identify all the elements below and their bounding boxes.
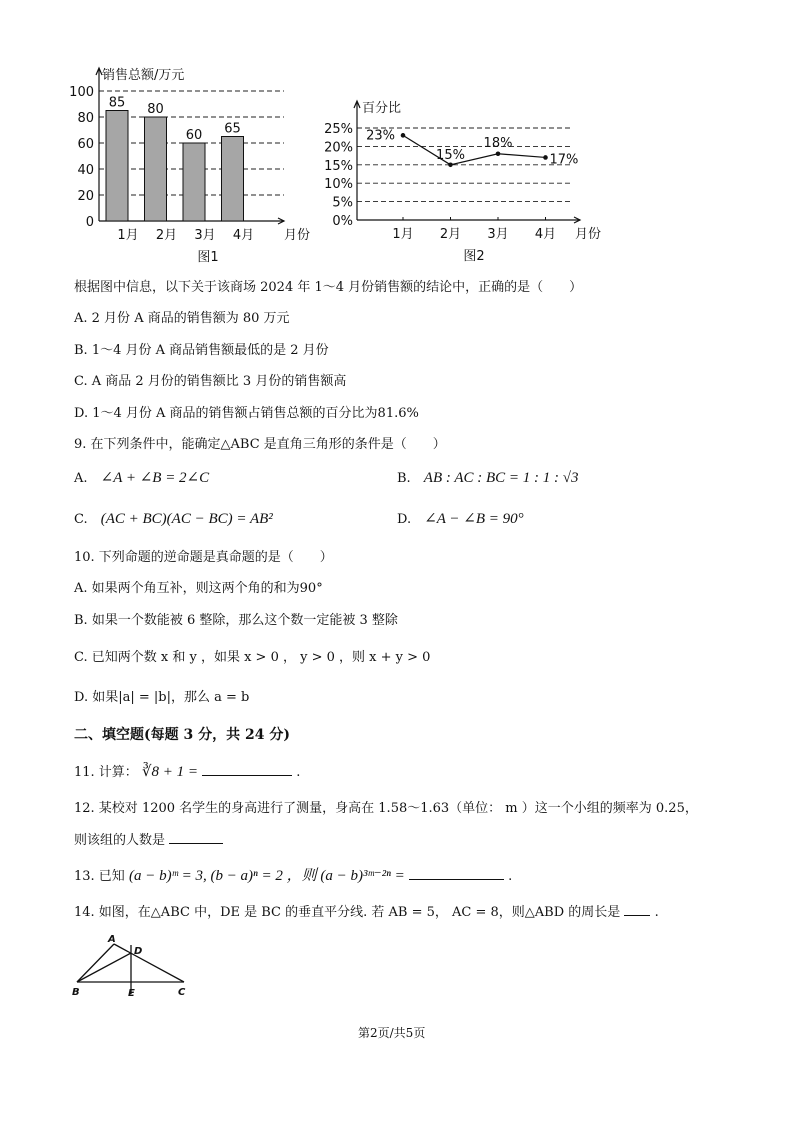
bar-xtick-label: 1月 xyxy=(117,228,139,243)
q12-answer-blank xyxy=(169,831,223,844)
q13-prefix: 13. 已知 xyxy=(74,869,125,884)
q10-option-b: B. 如果一个数能被 6 整除，那么这个数一定能被 3 整除 xyxy=(74,613,398,628)
point-d-label: D xyxy=(134,946,143,957)
q10-option-a: A. 如果两个角互补，则这两个角的和为90° xyxy=(74,581,323,596)
q14-suffix: . xyxy=(654,905,659,920)
q11 xyxy=(74,761,300,781)
point-e-label: E xyxy=(128,988,135,999)
q13-suffix: . xyxy=(508,869,513,884)
line-xtick-label: 2月 xyxy=(439,227,462,242)
q12-line1: 12. 某校对 1200 名学生的身高进行了测量，身高在 1.58～1.63（单位： m ）这一个小组的频率为 0.25， xyxy=(74,801,698,816)
line-data-label: 18% xyxy=(483,135,513,151)
q13-math: (a − b)ᵐ = 3, (b − a)ⁿ = 2 ，则 (a − b)³ᵐ⁻²ⁿ = xyxy=(128,868,405,884)
page-footer: 第2页/共5页 xyxy=(358,1026,426,1040)
q9-option-d-math: ∠A − ∠B = 90° xyxy=(424,511,524,527)
line-data-label: 17% xyxy=(549,152,579,168)
vertex-b-label: B xyxy=(72,987,80,998)
bar-ytick-label: 80 xyxy=(77,111,94,126)
bar-data-label: 85 xyxy=(108,95,126,111)
bar-x-axis-title: 月份 xyxy=(284,228,311,243)
q9-option-c-math: (AC + BC)(AC − BC) = AB² xyxy=(100,511,273,527)
q11-math: ∛8 + 1 = xyxy=(141,764,199,780)
bar-data-label: 65 xyxy=(224,121,241,137)
line-ytick-label: 0% xyxy=(332,214,353,229)
bar xyxy=(222,137,244,222)
bar-chart-figure1 xyxy=(66,58,326,268)
q10-stem: 10. 下列命题的逆命题是真命题的是（ ） xyxy=(74,550,333,565)
segment-bd xyxy=(77,953,131,982)
line-ytick-label: 15% xyxy=(324,158,353,174)
line-point xyxy=(496,151,501,156)
q13-answer-blank xyxy=(409,867,504,880)
segment-ac xyxy=(114,944,184,982)
segment-ab xyxy=(77,944,114,982)
q9-option-b-math: AB : AC : BC = 1 : 1 : √3 xyxy=(423,470,579,486)
line-point xyxy=(448,163,453,168)
line-y-axis-title: 百分比 xyxy=(362,101,402,116)
q14-answer-blank xyxy=(624,903,650,916)
q10-option-c: C. 已知两个数 x 和 y ，如果 x > 0 ， y > 0 ，则 x + y > 0 xyxy=(74,650,431,665)
line-series xyxy=(403,135,546,164)
bar-ytick-label: 40 xyxy=(77,163,94,178)
line-ytick-label: 5% xyxy=(332,195,353,211)
line-ytick-label: 20% xyxy=(324,140,353,156)
q10-option-d: D. 如果|a| = |b|，那么 a = b xyxy=(74,690,250,705)
line-xtick-label: 3月 xyxy=(487,227,509,242)
bar xyxy=(106,111,128,222)
section-heading: 二、填空题(每题 3 分，共 24 分) xyxy=(74,727,290,743)
q9-option-c xyxy=(74,508,273,528)
bar-xtick-label: 3月 xyxy=(194,228,216,243)
bar-xtick-label: 4月 xyxy=(232,228,255,243)
line-xtick-label: 4月 xyxy=(534,227,557,242)
line-chart-caption: 图2 xyxy=(463,249,485,264)
q9-stem: 9. 在下列条件中，能确定△ABC 是直角三角形的条件是（ ） xyxy=(74,437,446,452)
line-xtick-label: 1月 xyxy=(392,227,414,242)
triangle-figure xyxy=(70,932,195,1000)
bar-ytick-label: 60 xyxy=(77,137,94,152)
q9-option-d-label: D. xyxy=(397,512,412,527)
q9-option-a-label: A. xyxy=(74,471,88,486)
q9-option-b xyxy=(397,467,579,487)
line-ytick-label: 10% xyxy=(324,177,353,193)
q11-suffix: . xyxy=(296,765,301,780)
q9-option-d xyxy=(397,508,524,528)
q8-stem: 根据图中信息，以下关于该商场 2024 年 1～4 月份销售额的结论中，正确的是（ ） xyxy=(74,280,583,295)
q9-option-a-math: ∠A + ∠B = 2∠C xyxy=(100,470,210,486)
q8-option-a: A. 2 月份 A 商品的销售额为 80 万元 xyxy=(74,311,290,326)
bar-ytick-label: 20 xyxy=(77,189,94,204)
q14 xyxy=(74,901,659,920)
bar-ytick-label: 100 xyxy=(69,85,94,100)
line-data-label: 15% xyxy=(436,147,465,163)
q9-option-a xyxy=(74,467,209,487)
line-chart-figure2 xyxy=(322,90,622,268)
q12-line2-prefix: 则该组的人数是 xyxy=(74,833,166,848)
vertex-a-label: A xyxy=(108,934,116,945)
q11-prefix: 11. 计算： xyxy=(74,765,138,780)
q9-option-c-label: C. xyxy=(74,512,88,527)
q8-option-d: D. 1～4 月份 A 商品的销售额占销售总额的百分比为81.6% xyxy=(74,406,419,421)
bar-data-label: 80 xyxy=(147,102,164,117)
q12-line2 xyxy=(74,829,223,848)
q9-option-b-label: B. xyxy=(397,471,411,486)
bar-data-label: 60 xyxy=(185,128,203,143)
line-ytick-label: 25% xyxy=(324,122,353,137)
line-x-axis-title: 月份 xyxy=(575,227,602,242)
bar xyxy=(145,117,167,221)
q13 xyxy=(74,864,512,885)
q8-option-b: B. 1～4 月份 A 商品销售额最低的是 2 月份 xyxy=(74,343,329,358)
bar-chart-caption: 图1 xyxy=(197,250,219,265)
bar-y-axis-title: 销售总额/万元 xyxy=(102,68,185,83)
q11-answer-blank xyxy=(202,763,292,776)
line-data-label: 23% xyxy=(366,128,395,144)
line-point xyxy=(543,155,548,160)
q8-option-c: C. A 商品 2 月份的销售额比 3 月份的销售额高 xyxy=(74,374,347,389)
q14-text: 14. 如图，在△ABC 中，DE 是 BC 的垂直平分线. 若 AB = 5， AC = 8，则△ABD 的周长是 xyxy=(74,905,621,920)
bar xyxy=(183,143,205,221)
line-point xyxy=(401,133,406,138)
bar-ytick-label: 0 xyxy=(85,215,94,230)
vertex-c-label: C xyxy=(178,987,186,998)
bar-xtick-label: 2月 xyxy=(155,228,178,243)
